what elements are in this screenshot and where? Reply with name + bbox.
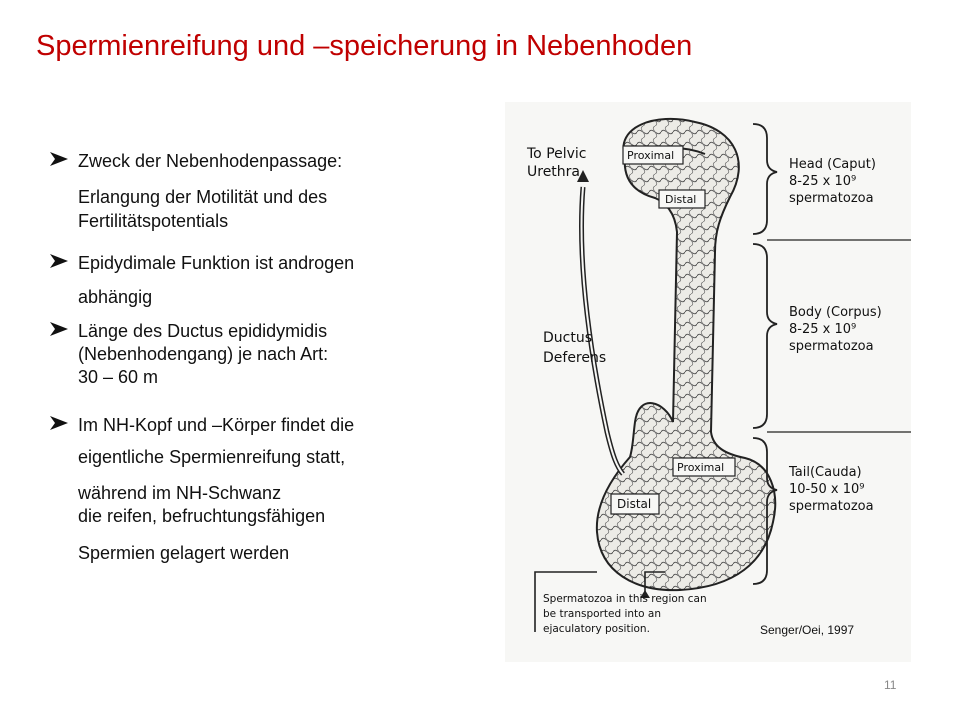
bullet-text: Erlangung der Motilität und des (78, 187, 328, 207)
bullet-text: die reifen, befruchtungsfähigen (78, 506, 326, 526)
distal-bottom-label: Distal (617, 497, 652, 511)
bullet-text: Fertilitätspotentials (78, 211, 229, 231)
bullet-text: 30 – 60 m (78, 367, 159, 387)
note-line-2: be transported into an (543, 608, 661, 620)
tail-unit: spermatozoa (789, 499, 874, 514)
tail-label: Tail(Cauda) (789, 465, 862, 480)
bullet-text: Spermien gelagert werden (78, 543, 290, 563)
note-line-1: Spermatozoa in this region can (543, 593, 707, 605)
body-count: 8-25 x 10⁹ (789, 322, 857, 337)
arrow-bullet-icon (50, 416, 68, 430)
deferens-label: Deferens (543, 350, 607, 366)
head-count: 8-25 x 10⁹ (789, 174, 857, 189)
distal-top-label: Distal (665, 193, 697, 206)
bullet-text: Im NH-Kopf und –Körper findet die (78, 415, 355, 435)
arrow-bullet-icon (50, 322, 68, 336)
body-label: Body (Corpus) (789, 305, 882, 320)
bullet-text: während im NH-Schwanz (78, 483, 282, 503)
body-unit: spermatozoa (789, 339, 874, 354)
image-credit: Senger/Oei, 1997 (760, 623, 855, 637)
proximal-bottom-label: Proximal (677, 461, 725, 474)
arrow-bullet-icon (50, 254, 68, 268)
head-unit: spermatozoa (789, 191, 874, 206)
bullet-text: Länge des Ductus epididymidis (78, 321, 328, 341)
bullet-text: abhängig (78, 287, 153, 307)
tail-count: 10-50 x 10⁹ (789, 482, 865, 497)
slide-title: Spermienreifung und –speicherung in Nebenhoden (36, 30, 693, 62)
page-number: 11 (884, 678, 897, 692)
note-line-3: ejaculatory position. (543, 623, 650, 635)
urethra-label: Urethra (527, 164, 581, 180)
head-label: Head (Caput) (789, 157, 876, 172)
bullet-text: Zweck der Nebenhodenpassage: (78, 151, 343, 171)
bullet-text: (Nebenhodengang) je nach Art: (78, 344, 329, 364)
bullet-text: eigentliche Spermienreifung statt, (78, 447, 346, 467)
bullet-text: Epidydimale Funktion ist androgen (78, 253, 355, 273)
ductus-label: Ductus (543, 330, 593, 346)
to-pelvic-label: To Pelvic (527, 146, 587, 162)
arrow-bullet-icon (50, 152, 68, 166)
proximal-top-label: Proximal (627, 149, 675, 162)
epididymis-diagram (505, 102, 911, 662)
